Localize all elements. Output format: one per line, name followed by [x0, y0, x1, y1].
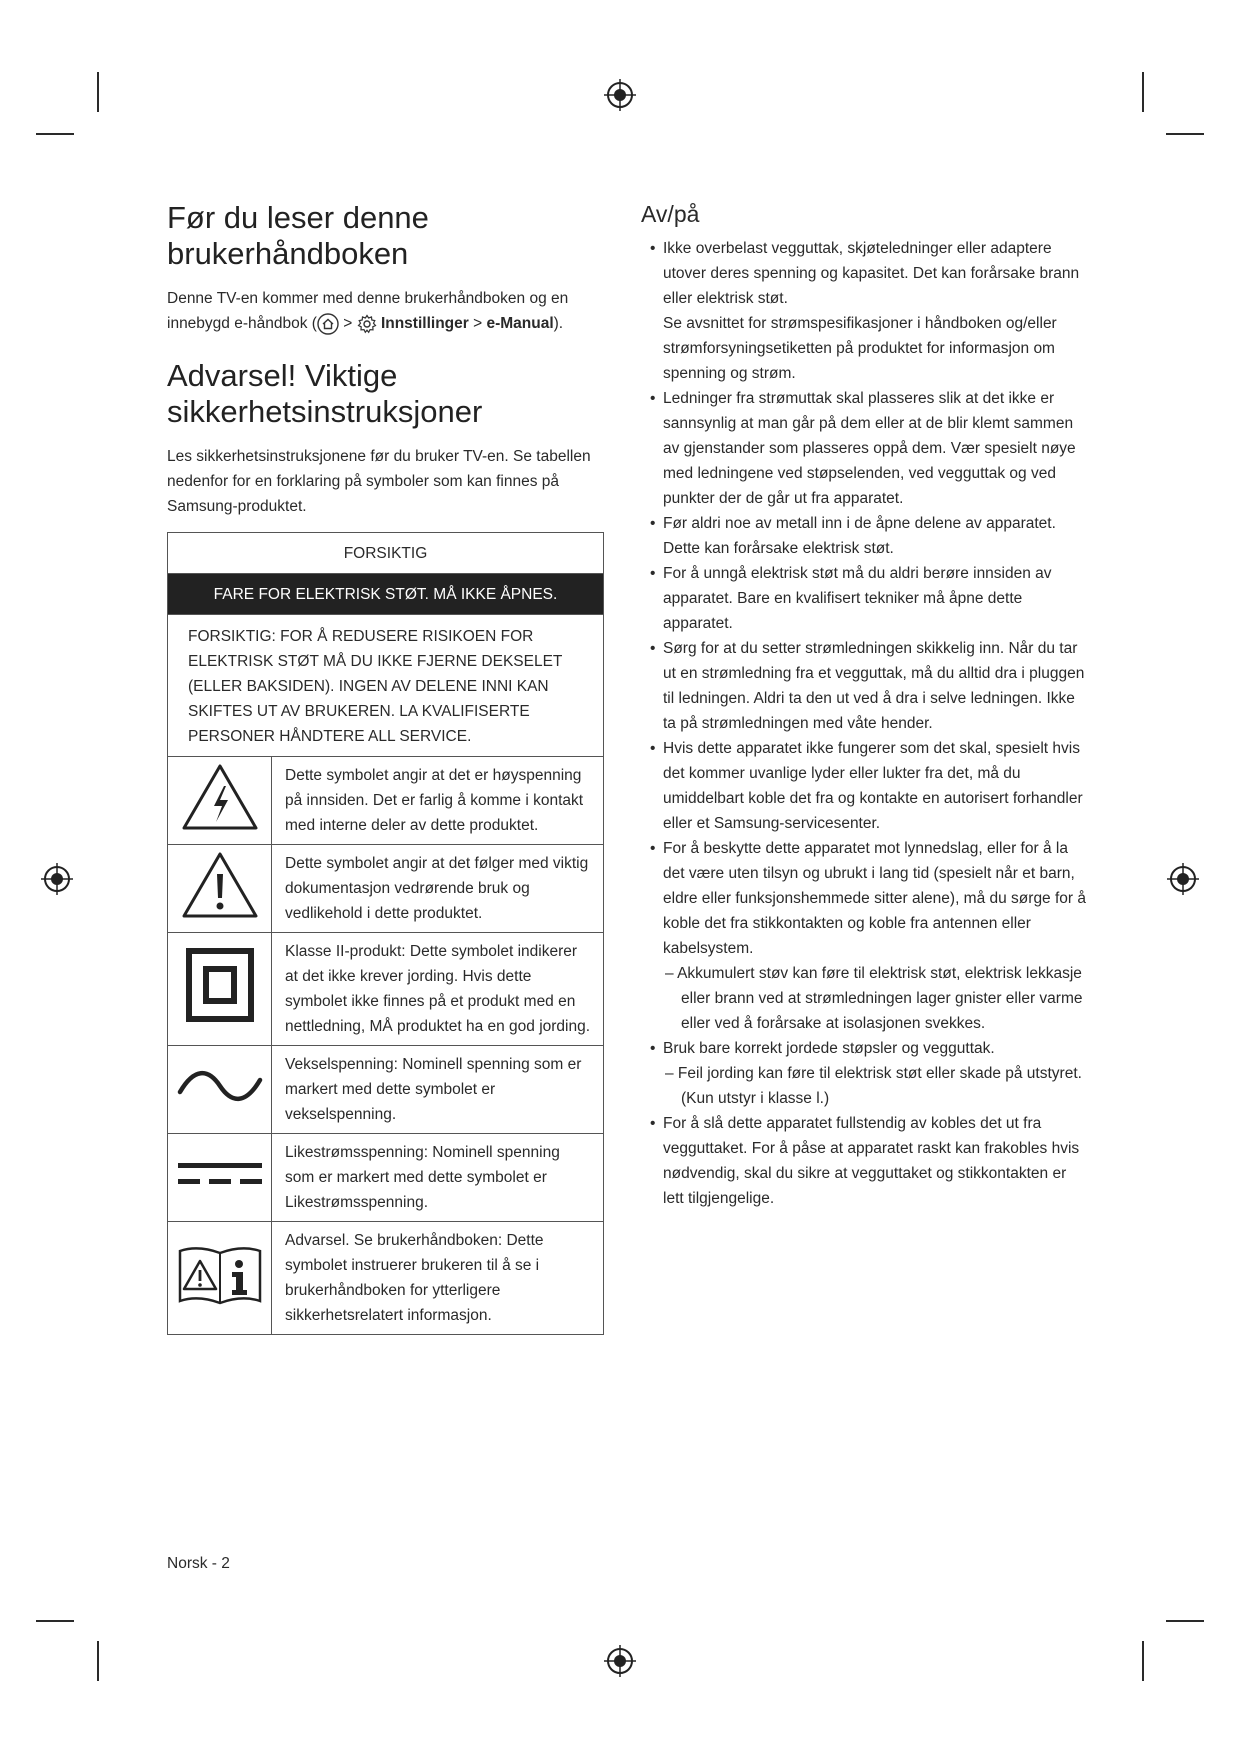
symbol-description: Advarsel. Se brukerhåndboken: Dette symbolet instruerer brukeren til å se i brukerhåndboken for ytterligere sikkerhetsrelatert informasjon.	[272, 1222, 604, 1335]
warning-title	[167, 358, 607, 430]
list-item-text: Sørg for at du setter strømledningen skikkelig inn. Når du tar ut en strømledning fra et vegguttak, må du alltid dra i pluggen til ledningen. Aldri ta den ut ved å dra i selve ledningen. Ikke ta på strømledningen med våte hender.	[663, 640, 1085, 732]
settings-gear-icon	[357, 314, 377, 334]
list-item-text: Før aldri noe av metall inn i de åpne delene av apparatet. Dette kan forårsake elektrisk støt.	[663, 515, 1056, 557]
symbol-description: Dette symbolet angir at det følger med viktig dokumentasjon vedrørende bruk og vedlikehold i dette produktet.	[272, 845, 604, 933]
left-column	[167, 200, 607, 1335]
list-item	[641, 636, 1091, 736]
crop-mark	[1142, 1641, 1144, 1681]
list-subitem: – Akkumulert støv kan føre til elektrisk støt, elektrisk lekkasje eller brann ved at strømledningen lager gnister eller varme eller ved å forårsake at isolasjonen svekkes.	[665, 965, 1083, 1032]
crop-mark	[36, 133, 74, 135]
list-item-text: For å slå dette apparatet fullstendig av kobles det ut fra vegguttaket. For å påse at apparatet raskt kan frakobles hvis nødvendig, skal du sikre at vegguttaket og stikkontakten er lett tilgjengelige.	[663, 1115, 1080, 1207]
page-title-line: brukerhåndboken	[167, 236, 409, 271]
high-voltage-icon	[180, 762, 260, 832]
list-item	[641, 1111, 1091, 1211]
symbol-description: Likestrømsspenning: Nominell spenning som er markert med dette symbolet er Likestrømsspenning.	[272, 1134, 604, 1222]
bullet: •	[650, 1115, 656, 1132]
consult-manual-icon	[176, 1241, 264, 1307]
bullet: •	[650, 240, 656, 257]
shock-hazard-banner: FARE FOR ELEKTRISK STØT. MÅ IKKE ÅPNES.	[168, 574, 604, 615]
page-title	[167, 200, 607, 272]
right-column	[641, 200, 1091, 1211]
list-item	[641, 561, 1091, 636]
list-item	[641, 511, 1091, 561]
list-item-text: Hvis dette apparatet ikke fungerer som det skal, spesielt hvis det kommer uvanlige lyder eller lukter fra det, må du umiddelbart koble det fra og kontakte en autorisert forhandler eller et Samsung-servicesenter.	[663, 740, 1083, 832]
table-row	[168, 1134, 604, 1222]
warning-title-line: sikkerhetsinstruksjoner	[167, 394, 483, 429]
list-item	[641, 1036, 1091, 1111]
table-row	[168, 845, 604, 933]
symbol-description: Vekselspenning: Nominell spenning som er markert med dette symbolet er vekselspenning.	[272, 1046, 604, 1134]
list-item-text: For å unngå elektrisk støt må du aldri berøre innsiden av apparatet. Bare en kvalifisert tekniker må åpne dette apparatet.	[663, 565, 1052, 632]
menu-path-prefix: innebygd e-håndbok (	[167, 315, 317, 332]
list-item	[641, 836, 1091, 1036]
registration-mark-icon	[1166, 862, 1200, 896]
safety-list	[641, 236, 1091, 1211]
list-item	[641, 236, 1091, 386]
bullet: •	[650, 515, 656, 532]
symbol-description: Dette symbolet angir at det er høyspenning på innsiden. Det er farlig å komme i kontakt med interne deler av dette produktet.	[272, 757, 604, 845]
page-footer: Norsk - 2	[167, 1555, 230, 1572]
table-row	[168, 933, 604, 1046]
list-item-text: Ikke overbelast vegguttak, skjøteledninger eller adaptere utover deres spenning og kapasitet. Det kan forårsake brann eller elektrisk støt.	[663, 240, 1080, 307]
symbol-description: Klasse II-produkt: Dette symbolet indikerer at det ikke krever jording. Hvis dette symbolet ikke finnes på et produkt med en nettledning, MÅ produktet ha en god jording.	[272, 933, 604, 1046]
list-subitem: – Feil jording kan føre til elektrisk støt eller skade på utstyret. (Kun utstyr i klasse l.)	[665, 1065, 1082, 1107]
list-item	[641, 736, 1091, 836]
bullet: •	[650, 390, 656, 407]
table-row	[168, 1046, 604, 1134]
bullet: •	[650, 840, 656, 857]
table-row	[168, 757, 604, 845]
home-icon	[317, 313, 339, 335]
crop-mark	[97, 1641, 99, 1681]
warning-title-line: Advarsel! Viktige	[167, 358, 398, 393]
registration-mark-icon	[603, 1644, 637, 1678]
bullet: •	[650, 640, 656, 657]
page-title-line: Før du leser denne	[167, 200, 429, 235]
crop-mark	[1166, 1620, 1204, 1622]
menu-path	[167, 315, 563, 332]
registration-mark-icon	[40, 862, 74, 896]
table-row	[168, 1222, 604, 1335]
crop-mark	[97, 72, 99, 112]
list-item-text: For å beskytte dette apparatet mot lynnedslag, eller for å la det være uten tilsyn og ubrukt i lang tid (spesielt når et barn, eldre eller funksjonshemmede sitter alene), må du sørge for å koble det fra stikkontakten og koble fra antennen eller kabelsystem.	[663, 840, 1087, 957]
menu-path-separator: >	[468, 315, 487, 332]
warning-intro: Les sikkerhetsinstruksjonene før du bruker TV-en. Se tabellen nedenfor for en forklaring på symboler som kan finnes på Samsung-produktet.	[167, 448, 591, 515]
dc-voltage-icon	[176, 1157, 264, 1191]
list-item-note: Se avsnittet for strømspesifikasjoner i håndboken og/eller strømforsyningsetiketten på produktet for informasjon om spenning og strøm.	[663, 315, 1057, 382]
caution-header: FORSIKTIG	[168, 533, 604, 574]
exclamation-warning-icon	[180, 850, 260, 920]
section-title: Av/på	[641, 201, 700, 227]
menu-path-suffix: ).	[553, 315, 564, 332]
class-ii-icon	[185, 947, 255, 1023]
list-item	[641, 386, 1091, 511]
crop-mark	[36, 1620, 74, 1622]
menu-path-settings: Innstillinger	[380, 315, 469, 332]
registration-mark-icon	[603, 78, 637, 112]
ac-voltage-icon	[176, 1066, 264, 1106]
list-item-text: Ledninger fra strømuttak skal plasseres slik at det ikke er sannsynlig at man går på dem eller at de blir klemt sammen av gjenstander som plasseres oppå dem. Vær spesielt nøye med ledningene ved støpselenden, ved vegguttak og ved punkter der de går ut fra apparatet.	[663, 390, 1076, 507]
safety-symbols-table	[167, 532, 604, 1335]
menu-path-separator: >	[338, 315, 357, 332]
intro-text: Denne TV-en kommer med denne brukerhåndboken og en	[167, 290, 569, 307]
crop-mark	[1166, 133, 1204, 135]
intro-paragraph	[167, 286, 607, 336]
crop-mark	[1142, 72, 1144, 112]
bullet: •	[650, 1040, 656, 1057]
bullet: •	[650, 740, 656, 757]
bullet: •	[650, 565, 656, 582]
menu-path-emanual: e-Manual	[486, 315, 554, 332]
list-item-text: Bruk bare korrekt jordede støpsler og vegguttak.	[663, 1040, 995, 1057]
caution-notice: FORSIKTIG: FOR Å REDUSERE RISIKOEN FOR ELEKTRISK STØT MÅ DU IKKE FJERNE DEKSELET (ELLER BAKSIDEN). INGEN AV DELENE INNI KAN SKIFTES UT AV BRUKEREN. LA KVALIFISERTE PERSONER HÅNDTERE ALL SERVICE.	[168, 615, 604, 757]
